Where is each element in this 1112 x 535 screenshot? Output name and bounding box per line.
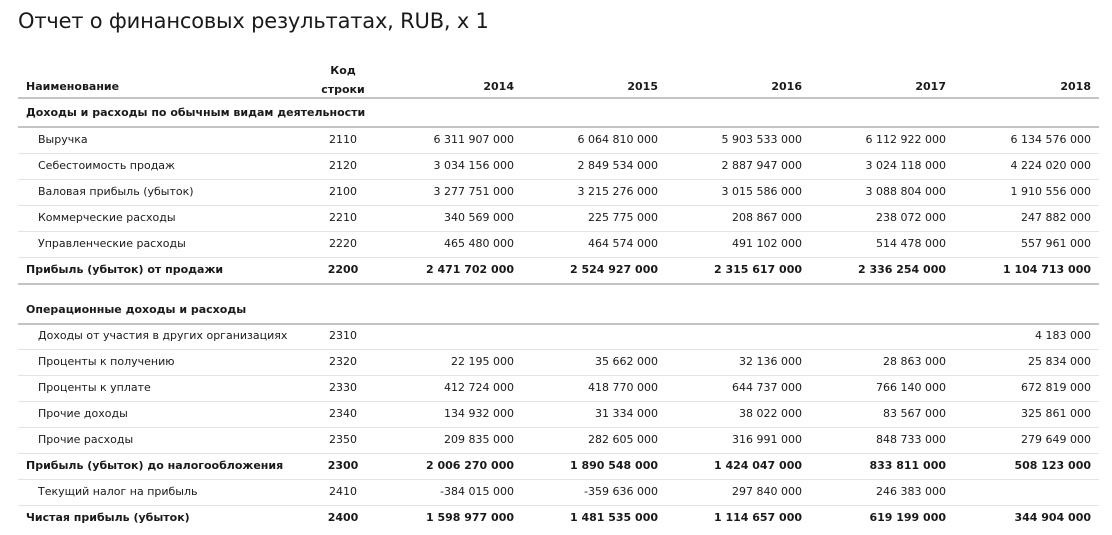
row-label: Прочие расходы — [38, 433, 134, 446]
cell-value: 2 471 702 000 — [425, 263, 514, 276]
column-header-code-line1: Код — [330, 64, 356, 77]
column-header-year: 2014 — [483, 80, 514, 93]
cell-value: 1 424 047 000 — [713, 459, 802, 472]
cell-value: 5 903 533 000 — [721, 133, 802, 146]
cell-value: 465 480 000 — [444, 237, 514, 250]
column-header-code — [313, 61, 373, 99]
cell-value: 32 136 000 — [739, 355, 802, 368]
cell-value: 316 991 000 — [732, 433, 802, 446]
table-row — [0, 127, 1112, 153]
cell-value: 1 104 713 000 — [1002, 263, 1091, 276]
cell-value: 3 277 751 000 — [433, 185, 514, 198]
cell-value: 848 733 000 — [876, 433, 946, 446]
table-row — [0, 179, 1112, 205]
cell-value: 38 022 000 — [739, 407, 802, 420]
row-label: Прибыль (убыток) от продажи — [26, 263, 224, 276]
cell-value: 2 887 947 000 — [721, 159, 802, 172]
cell-value: 134 932 000 — [444, 407, 514, 420]
row-label: Доходы от участия в других организациях — [38, 329, 288, 342]
column-header-year: 2017 — [915, 80, 946, 93]
cell-value: 344 904 000 — [1014, 511, 1091, 524]
row-code: 2400 — [327, 511, 359, 524]
row-code: 2330 — [329, 381, 357, 394]
cell-value: 225 775 000 — [588, 211, 658, 224]
table-row — [0, 427, 1112, 453]
cell-value: 279 649 000 — [1021, 433, 1091, 446]
row-code: 2220 — [329, 237, 357, 250]
cell-value: 833 811 000 — [869, 459, 946, 472]
row-label: Операционные доходы и расходы — [26, 303, 247, 316]
cell-value: 1 598 977 000 — [425, 511, 514, 524]
row-label: Валовая прибыль (убыток) — [38, 185, 194, 198]
table-row — [0, 401, 1112, 427]
row-label: Себестоимость продаж — [38, 159, 175, 172]
cell-value: 340 569 000 — [444, 211, 514, 224]
row-label: Управленческие расходы — [38, 237, 186, 250]
column-header-code-line2: строки — [321, 83, 365, 96]
column-header-year: 2016 — [771, 80, 802, 93]
cell-value: 766 140 000 — [876, 381, 946, 394]
row-code: 2210 — [329, 211, 357, 224]
section-row — [0, 100, 1112, 126]
cell-value: 418 770 000 — [588, 381, 658, 394]
row-code: 2310 — [329, 329, 357, 342]
cell-value: 2 336 254 000 — [857, 263, 946, 276]
cell-value: 1 114 657 000 — [713, 511, 802, 524]
row-code: 2320 — [329, 355, 357, 368]
cell-value: 3 024 118 000 — [865, 159, 946, 172]
cell-value: 1 890 548 000 — [569, 459, 658, 472]
cell-value: 22 195 000 — [451, 355, 514, 368]
row-label: Прочие доходы — [38, 407, 128, 420]
cell-value: 3 088 804 000 — [865, 185, 946, 198]
row-label: Коммерческие расходы — [38, 211, 176, 224]
row-label: Доходы и расходы по обычным видам деятельности — [26, 106, 366, 119]
row-label: Выручка — [38, 133, 88, 146]
table-row — [0, 375, 1112, 401]
cell-value: 6 112 922 000 — [865, 133, 946, 146]
column-header-name: Наименование — [26, 80, 120, 93]
row-code: 2200 — [327, 263, 359, 276]
row-label: Проценты к получению — [38, 355, 175, 368]
cell-value: 247 882 000 — [1021, 211, 1091, 224]
total-row — [0, 505, 1112, 531]
row-label: Проценты к уплате — [38, 381, 151, 394]
cell-value: 1 910 556 000 — [1010, 185, 1091, 198]
table-row — [0, 349, 1112, 375]
section-row — [0, 297, 1112, 323]
total-row — [0, 257, 1112, 283]
row-code: 2100 — [329, 185, 357, 198]
total-row — [0, 453, 1112, 479]
table-row — [0, 205, 1112, 231]
header-divider — [18, 97, 1099, 99]
cell-value: 282 605 000 — [588, 433, 658, 446]
cell-value: 6 311 907 000 — [433, 133, 514, 146]
row-code: 2350 — [329, 433, 357, 446]
cell-value: 3 034 156 000 — [433, 159, 514, 172]
cell-value: 2 849 534 000 — [577, 159, 658, 172]
page-title: Отчет о финансовых результатах, RUB, x 1 — [18, 9, 489, 33]
row-code: 2110 — [329, 133, 357, 146]
cell-value: 246 383 000 — [876, 485, 946, 498]
cell-value: 4 224 020 000 — [1010, 159, 1091, 172]
cell-value: 464 574 000 — [588, 237, 658, 250]
cell-value: 1 481 535 000 — [569, 511, 658, 524]
column-header-year: 2015 — [627, 80, 658, 93]
cell-value: 557 961 000 — [1021, 237, 1091, 250]
cell-value: 25 834 000 — [1028, 355, 1091, 368]
table-row — [0, 153, 1112, 179]
table-row — [0, 323, 1112, 349]
row-code: 2410 — [329, 485, 357, 498]
cell-value: 619 199 000 — [869, 511, 946, 524]
cell-value: -359 636 000 — [584, 485, 658, 498]
cell-value: 514 478 000 — [876, 237, 946, 250]
cell-value: 297 840 000 — [732, 485, 802, 498]
cell-value: 491 102 000 — [732, 237, 802, 250]
cell-value: 238 072 000 — [876, 211, 946, 224]
column-header-year: 2018 — [1060, 80, 1091, 93]
cell-value: 672 819 000 — [1021, 381, 1091, 394]
row-label: Текущий налог на прибыль — [38, 485, 198, 498]
cell-value: -384 015 000 — [440, 485, 514, 498]
table-row — [0, 479, 1112, 505]
row-label: Чистая прибыль (убыток) — [26, 511, 190, 524]
cell-value: 208 867 000 — [732, 211, 802, 224]
cell-value: 644 737 000 — [732, 381, 802, 394]
cell-value: 83 567 000 — [883, 407, 946, 420]
cell-value: 412 724 000 — [444, 381, 514, 394]
cell-value: 6 064 810 000 — [577, 133, 658, 146]
cell-value: 6 134 576 000 — [1010, 133, 1091, 146]
cell-value: 2 315 617 000 — [713, 263, 802, 276]
cell-value: 28 863 000 — [883, 355, 946, 368]
row-label: Прибыль (убыток) до налогообложения — [26, 459, 284, 472]
cell-value: 3 015 586 000 — [721, 185, 802, 198]
cell-value: 209 835 000 — [444, 433, 514, 446]
cell-value: 31 334 000 — [595, 407, 658, 420]
cell-value: 2 006 270 000 — [425, 459, 514, 472]
row-code: 2300 — [327, 459, 359, 472]
cell-value: 35 662 000 — [595, 355, 658, 368]
cell-value: 4 183 000 — [1035, 329, 1091, 342]
row-code: 2120 — [329, 159, 357, 172]
row-divider — [18, 283, 1099, 285]
cell-value: 508 123 000 — [1014, 459, 1091, 472]
cell-value: 2 524 927 000 — [569, 263, 658, 276]
table-row — [0, 231, 1112, 257]
row-code: 2340 — [329, 407, 357, 420]
cell-value: 325 861 000 — [1021, 407, 1091, 420]
cell-value: 3 215 276 000 — [577, 185, 658, 198]
